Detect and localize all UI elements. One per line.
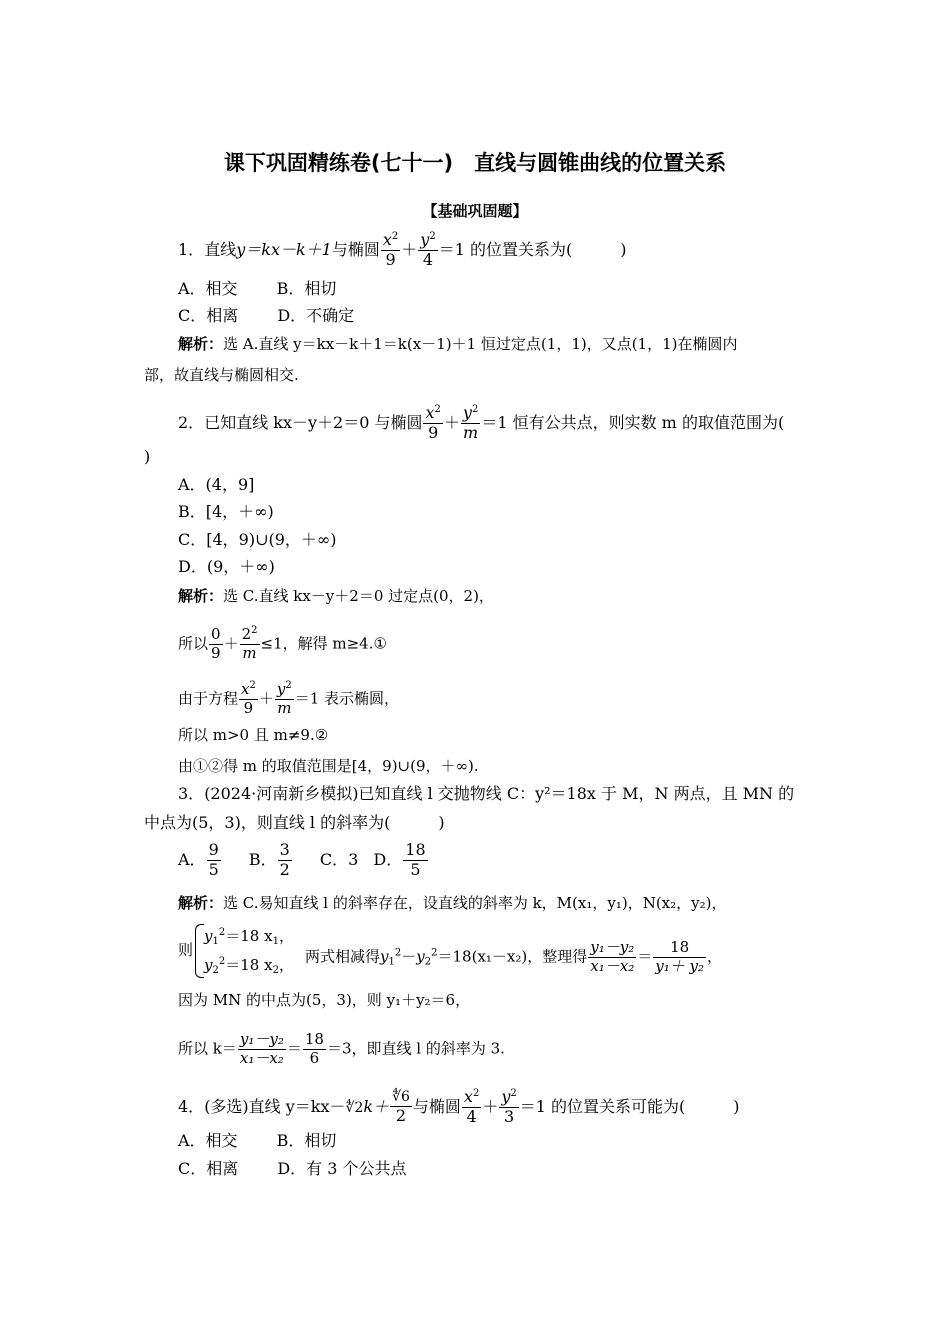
fraction: $\frac{\text{y₁－y₂}}{\text{x₁－x₂}}$: [239, 1030, 284, 1067]
fraction: $\frac{y^2}{4}$: [420, 230, 436, 269]
fraction: $\frac{x^2}{9}$: [425, 403, 441, 442]
option-d: D．(9，＋∞): [178, 557, 275, 576]
option-a: A．相交: [178, 279, 238, 298]
question-1-stem: 1．直线y＝kx－k＋1与椭圆 $\frac{x^2}{9}$ ＋ $\frac{y^2}{4}$ ＝1 的位置关系为( ): [178, 230, 627, 269]
question-3-analysis-step: 因为 MN 的中点为(5，3)，则 y₁＋y₂＝6，: [178, 991, 471, 1009]
question-2-analysis-step: 所以 m>0 且 m≠9.②: [178, 726, 329, 744]
fraction: $\frac{x^2}{9}$: [241, 680, 256, 717]
question-2-analysis-step: 所以 $\frac{0}{9}$ ＋ $\frac{2^2}{m}$ ≤1，解得 m≥4.①: [178, 625, 387, 662]
question-1-options-row2: [178, 306, 354, 326]
question-3-stem: 3．(2024·河南新乡模拟)已知直线 l 交抛物线 C：y²＝18x 于 M，N 两点，且 MN 的: [178, 784, 795, 803]
option-c: C．3: [319, 849, 359, 869]
fraction: $\frac{y^2}{m}$: [276, 680, 292, 717]
question-1-analysis-cont: 部，故直线与椭圆相交.: [144, 366, 299, 384]
question-4-options-row1: [178, 1131, 336, 1151]
option-b: B．相切: [276, 279, 337, 298]
option-a: A． $\frac{9}{5}$: [178, 840, 219, 879]
fraction: $\frac{2^2}{m}$: [241, 625, 258, 662]
option-d: D．有 3 个公共点: [277, 1159, 407, 1178]
option-d: D．不确定: [277, 306, 355, 325]
option-d: D． $\frac{18}{5}$: [373, 840, 426, 879]
section-heading: 【基础巩固题】: [422, 202, 528, 220]
question-4-options-row2: [178, 1159, 407, 1179]
question-3-analysis-step: 所以 k＝ $\frac{\text{y₁－y₂}}{\text{x₁－x₂}}$ ＝ $\frac{18}{6}$ ＝3，即直线 l 的斜率为 3.: [178, 1030, 505, 1067]
option-c: C．[4，9)∪(9，＋∞): [178, 530, 337, 549]
option-c: C．相离: [178, 1159, 239, 1178]
fraction: $\frac{x^2}{9}$: [382, 230, 399, 269]
fraction: $\frac{y^2}{m}$: [462, 403, 479, 442]
question-3-analysis: 解析：选 C.易知直线 l 的斜率存在，设直线的斜率为 k，M(x₁，y₁)，N(x₂，y₂)，: [178, 894, 727, 912]
question-2-analysis: 解析：选 C.直线 kx－y＋2＝0 过定点(0，2)，: [178, 587, 494, 605]
question-2-analysis-step: 由于方程 $\frac{x^2}{9}$ ＋ $\frac{y^2}{m}$ ＝1 表示椭圆，: [178, 680, 400, 717]
option-c: C．相离: [178, 306, 239, 325]
fraction: $\frac{0}{9}$: [211, 625, 221, 662]
option-a: A．(4，9]: [178, 475, 255, 494]
system-brace: [195, 924, 204, 978]
question-1-options-row1: [178, 279, 336, 299]
page-title: 课下巩固精练卷(七十一) 直线与圆锥曲线的位置关系: [223, 151, 727, 175]
system-equation-1: $y_1^2=18$ $x_1$，: [204, 927, 294, 947]
option-b: B． $\frac{3}{2}$: [248, 840, 290, 879]
question-2-stem-cont: ): [144, 447, 151, 466]
question-3-options: [178, 842, 429, 879]
question-2-stem: 2．已知直线 kx－y＋2＝0 与椭圆 $\frac{x^2}{9}$ ＋ $\frac{y^2}{m}$ ＝1 恒有公共点，则实数 m 的取值范围为(: [178, 403, 785, 442]
question-2-analysis-step: 由①②得 m 的取值范围是[4，9)∪(9，＋∞).: [178, 757, 479, 775]
fraction: $\frac{18}{\text{y₁＋ y₂}}$: [655, 938, 704, 975]
fraction: $\frac{∜6}{2}$: [392, 1089, 410, 1125]
fraction: $\frac{\text{y₁－y₂}}{\text{x₁－x₂}}$: [590, 938, 635, 975]
question-1-analysis: 解析：选 A.直线 y＝kx－k＋1＝k(x－1)＋1 恒过定点(1，1)，又点(1，1)在椭圆内: [178, 335, 738, 353]
system-equation-2: $y_2^2=18$ $x_2$，: [204, 956, 294, 976]
fraction: $\frac{x^2}{4}$: [463, 1087, 480, 1126]
option-b: B．相切: [276, 1131, 337, 1150]
option-b: B．[4，＋∞): [178, 502, 274, 521]
question-3-analysis-step: 两式相减得$y_1^2-y_2^2=18(x_1-x_2)$，整理得 $\frac{\text{y₁－y₂}}{\text{x₁－x₂}}$ ＝ $\frac{18}{\text{y₁＋ y₂}}$ ，: [305, 938, 723, 975]
fraction: $\frac{18}{6}$: [304, 1030, 324, 1067]
option-a: A．相交: [178, 1131, 238, 1150]
system-label: 则: [178, 941, 194, 959]
question-3-stem-cont: 中点为(5，3)，则直线 l 的斜率为( ): [144, 813, 445, 832]
question-4-stem: 4．(多选)直线 y＝kx－∜2k＋ $\frac{∜6}{2}$ 与椭圆 $\frac{x^2}{4}$ ＋ $\frac{y^2}{3}$ ＝1 的位置关系可能为( ): [178, 1087, 740, 1126]
fraction: $\frac{y^2}{3}$: [501, 1087, 517, 1126]
